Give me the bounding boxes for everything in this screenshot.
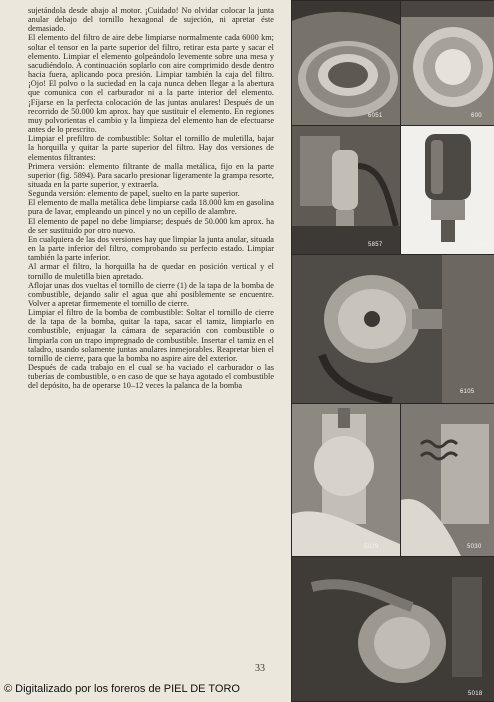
paragraph: Al armar el filtro, la horquilla ha de quedar en posición vertical y el tornillo de muletilla bien apretado. <box>28 262 274 281</box>
photo-image <box>292 1 400 125</box>
photo-prefilter-element <box>400 125 494 255</box>
photo-column <box>291 0 494 700</box>
photo-image <box>401 1 494 125</box>
photo-fuel-prefilter-engine <box>291 125 401 255</box>
figure-number: 5018 <box>468 691 483 697</box>
figure-number: 6051 <box>368 113 383 119</box>
paragraph: El elemento del filtro de aire debe limpiarse normalmente cada 6000 km; soltar el tensor en la parte superior del filtro, retirar esta parte y sacar el elemento. Limpiar el elemento golpeándolo levemente sobre una mesa y sacudiéndolo. A continuación soplarlo con aire comprimido desde dentro hacia fuera, aplicando poca presión. Limpiar también la caja del filtro. ¡Ojo! El polvo o la suciedad en la caja nunca deben llegar a la abertura que comunica con el carburador ni a la parte interior del elemento. ¡Fíjarse en la perfecta colocación de las juntas anulares! Después de un recorrido de 50.000 km aprox. hay que sustituir el elemento. En regiones muy polvorientas el cambio y la limpieza del elemento han de efectuarse antes de lo prescrito. <box>28 33 274 135</box>
photo-pump-cover-screw <box>291 403 401 557</box>
photo-fuel-pump-lever <box>291 556 494 702</box>
figure-number: 5029 <box>364 544 379 550</box>
paragraph: Aflojar unas dos vueltas el tornillo de cierre (1) de la tapa de la bomba de combustible, dejando salir el agua que ahí posiblemente se encuentre. Volver a apretar firmemente el tornillo de cierre. <box>28 280 274 308</box>
figure-number: 5894 <box>473 242 488 248</box>
paragraph: El elemento de papel no debe limpiarse; después de 50.000 km aprox. ha de ser sustituido por otro nuevo. <box>28 216 274 235</box>
photo-pump-strainer <box>400 403 494 557</box>
paragraph: Limpiar el prefiltro de combustible: Soltar el tornillo de muletilla, bajar la horquilla y quitar la parte superior del filtro. Hay dos versiones de elementos filtrantes: <box>28 134 274 162</box>
photo-image <box>292 126 400 254</box>
photo-air-filter-housing <box>291 0 401 126</box>
photo-image <box>292 557 494 701</box>
figure-number: 600 <box>471 113 482 119</box>
photo-image <box>292 255 494 403</box>
figure-number: 5030 <box>467 544 482 550</box>
photo-air-filter-element <box>400 0 494 126</box>
photo-image <box>401 126 494 254</box>
paragraph: Después de cada trabajo en el cual se ha vaciado el carburador o las tuberías de combustible, o en caso de que se haya agotado el combustible del depósito, ha de operarse 10–12 veces la palanca de la bomba <box>28 363 274 391</box>
paragraph: En cualquiera de las dos versiones hay que limpiar la junta anular, situada en la parte inferior del filtro, comprobando su perfecto estado. Limpiar también la parte inferior. <box>28 234 274 263</box>
figure-number: 5857 <box>368 242 383 248</box>
page-number: 33 <box>255 663 265 674</box>
paragraph: sujetándola desde abajo al motor. ¡Cuidado! No olvidar colocar la junta anular debajo del tornillo hexagonal de sujeción, ni apretar éste demasiado. <box>28 6 274 34</box>
figure-number: 6105 <box>460 389 475 395</box>
photo-image <box>401 404 494 556</box>
paragraph: Segunda versión: elemento de papel, suelto en la parte superior. <box>28 189 240 199</box>
paragraph: Primera versión: elemento filtrante de malla metálica, fijo en la parte superior (fig. 5894). Para sacarlo presionar ligeramente la grampa resorte, situada en la parte superior, y extraerla. <box>28 161 274 189</box>
photo-image <box>292 404 400 556</box>
body-text-column <box>28 6 274 646</box>
photo-fuel-pump <box>291 254 494 404</box>
scan-credit: © Digitalizado por los foreros de PIEL DE TORO <box>4 683 240 695</box>
paragraph: El elemento de malla metálica debe limpiarse cada 18.000 km en gasolina pura de lavar, empleando un pincel y no un cepillo de alambre. <box>28 198 274 217</box>
paragraph: Limpiar el filtro de la bomba de combustible: Soltar el tornillo de cierre de la tapa de la bomba, quitar la tapa, sacar el tamiz, limpiarlo en combustible, enjuagar la cámara de separación con combustible o limpiarla con un trapo impregnado de combustible. Insertar el tamiz en el taladro, usando solamente juntas anulares inmejorables. Reapretar bien el tornillo de cierre, para que la bomba no aspire aire del exterior. <box>28 308 274 363</box>
